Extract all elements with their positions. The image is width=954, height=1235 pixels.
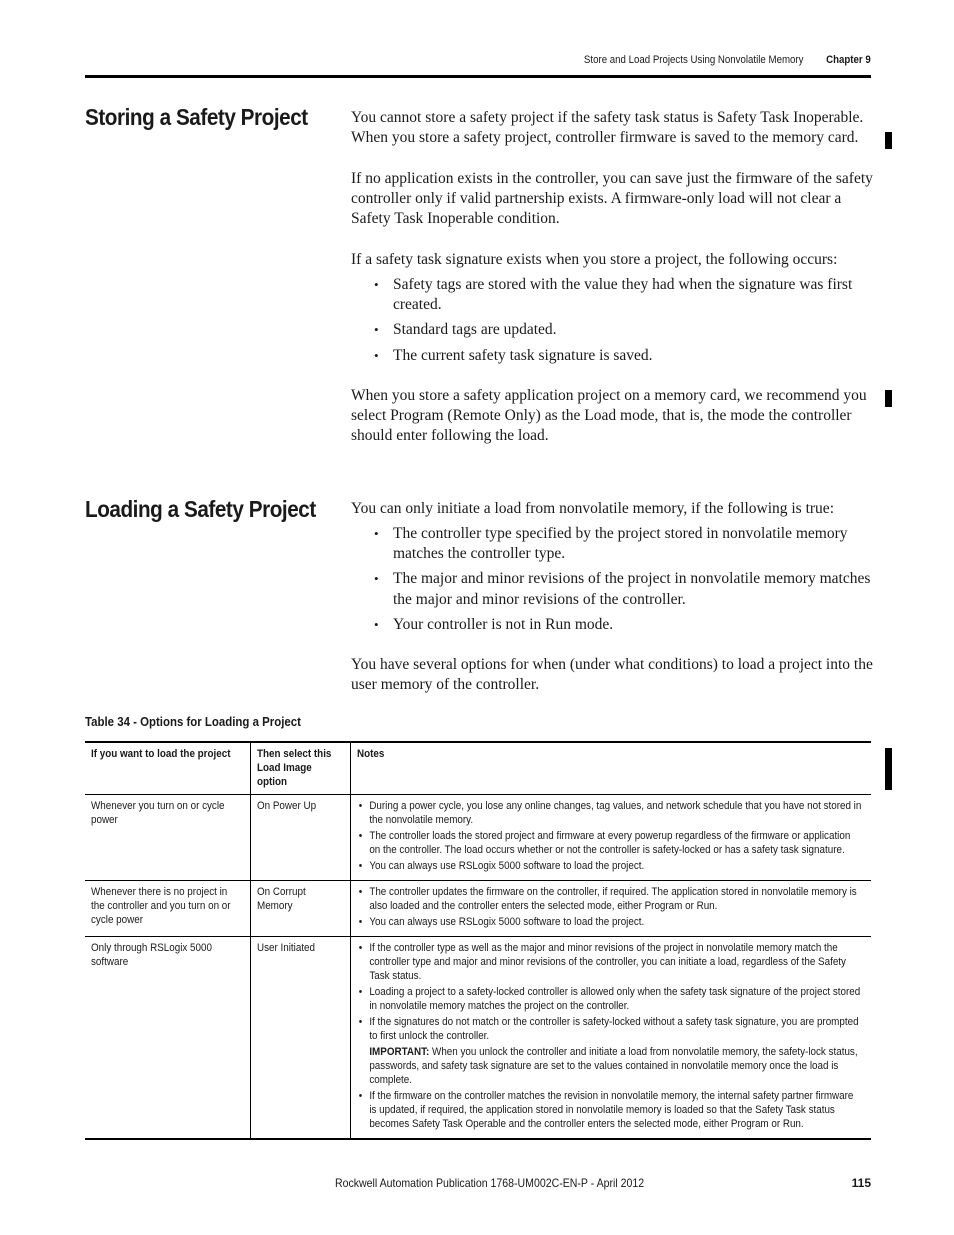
column-header-notes: Notes: [350, 742, 871, 795]
row-option: User Initiated: [250, 937, 350, 1140]
storing-bullet-list: [351, 275, 873, 371]
table-row: [85, 795, 871, 881]
list-item: • Safety tags are stored with the value they had when the signature was first created.: [351, 275, 873, 315]
note-item: • Loading a project to a safety-locked controller is allowed only when the safety task signature of the project stored in nonvolatile memory matches the project on the controller.: [357, 985, 863, 1013]
running-header-title: Store and Load Projects Using Nonvolatile Memory: [583, 54, 803, 66]
storing-paragraph-1: You cannot store a safety project if the safety task status is Safety Task Inoperable. When you store a safety project, controller firmware is saved to the memory card.: [351, 109, 864, 147]
loading-bullet-list: [351, 524, 873, 640]
storing-paragraph-4: When you store a safety application project on a memory card, we recommend you select Program (Remote Only) as the Load mode, that is, the mode the controller should enter following the load.: [351, 387, 867, 445]
list-item: • The current safety task signature is saved.: [351, 346, 873, 366]
note-item: • If the firmware on the controller matches the revision in nonvolatile memory, the internal safety partner firmware is updated, if required, the application stored in nonvolatile memory is loaded so that the Safety Task status becomes Safety Task Operable and the controller enters the selected mode, either Program or Run.: [357, 1089, 863, 1131]
row-condition: Whenever there is no project in the controller and you turn on or cycle power: [85, 881, 250, 937]
important-text: When you unlock the controller and initiate a load from nonvolatile memory, the safety-lock status, passwords, and safety task signature are set to the values contained in nonvolatile memory once the load is complete.: [368, 1046, 858, 1086]
note-item: • You can always use RSLogix 5000 software to load the project.: [357, 915, 863, 929]
row-notes: [350, 881, 871, 937]
storing-paragraph-2: If no application exists in the controller, you can save just the firmware of the safety controller only if valid partnership exists. A firmware-only load will not clear a Safety Task Inoperable condition.: [351, 170, 873, 228]
list-item: • The controller type specified by the project stored in nonvolatile memory matches the controller type.: [351, 524, 873, 564]
page-number: 115: [851, 1176, 871, 1190]
note-item: • You can always use RSLogix 5000 software to load the project.: [357, 859, 863, 873]
page-footer: [85, 1176, 871, 1194]
row-condition: Only through RSLogix 5000 software: [85, 937, 250, 1140]
row-condition: Whenever you turn on or cycle power: [85, 795, 250, 881]
row-notes: [350, 937, 871, 1140]
important-note: [357, 1045, 863, 1087]
note-item: • The controller loads the stored project and firmware at every powerup regardless of the firmware or application on the controller. The load occurs whether or not the controller is safety-locked or has a safety task signature.: [357, 829, 863, 857]
table-row: [85, 881, 871, 937]
note-item: • If the signatures do not match or the controller is safety-locked without a safety task signature, you are prompted to first unlock the controller.: [357, 1015, 863, 1043]
column-header-condition: If you want to load the project: [85, 742, 250, 795]
column-header-option: Then select this Load Image option: [250, 742, 350, 795]
header-rule: [85, 75, 871, 78]
section-heading-storing: Storing a Safety Project: [85, 104, 308, 130]
row-option: On Corrupt Memory: [250, 881, 350, 937]
list-item: • Standard tags are updated.: [351, 320, 873, 340]
row-option: On Power Up: [250, 795, 350, 881]
loading-paragraph-2: You have several options for when (under what conditions) to load a project into the user memory of the controller.: [351, 656, 873, 694]
storing-paragraph-3: If a safety task signature exists when you store a project, the following occurs:: [351, 251, 838, 268]
note-item: • If the controller type as well as the major and minor revisions of the project in nonvolatile memory match the controller type and major and minor revisions of the controller, you can initiate a load, regardless of the Safety Task status.: [357, 941, 863, 983]
publication-info: Rockwell Automation Publication 1768-UM002C-EN-P - April 2012: [335, 1176, 645, 1190]
chapter-label: Chapter 9: [826, 54, 871, 66]
page-header: [85, 52, 871, 70]
change-bar: [885, 748, 892, 790]
table-caption: Table 34 - Options for Loading a Project: [85, 714, 301, 729]
note-item: • The controller updates the firmware on the controller, if required. The application stored in nonvolatile memory is also loaded and the controller enters the selected mode, either Program or Run.: [357, 885, 863, 913]
change-bar: [885, 132, 892, 149]
loading-paragraph-1: You can only initiate a load from nonvolatile memory, if the following is true:: [351, 500, 834, 517]
important-label: IMPORTANT:: [368, 1046, 429, 1058]
row-notes: [350, 795, 871, 881]
change-bar: [885, 390, 892, 407]
table-header-row: [85, 742, 871, 795]
note-item: • During a power cycle, you lose any online changes, tag values, and network schedule that you have not stored in the nonvolatile memory.: [357, 799, 863, 827]
section-heading-loading: Loading a Safety Project: [85, 496, 316, 522]
load-options-table: [85, 741, 871, 1140]
table-row: [85, 937, 871, 1140]
list-item: • Your controller is not in Run mode.: [351, 615, 873, 635]
list-item: • The major and minor revisions of the project in nonvolatile memory matches the major and minor revisions of the controller.: [351, 569, 873, 609]
